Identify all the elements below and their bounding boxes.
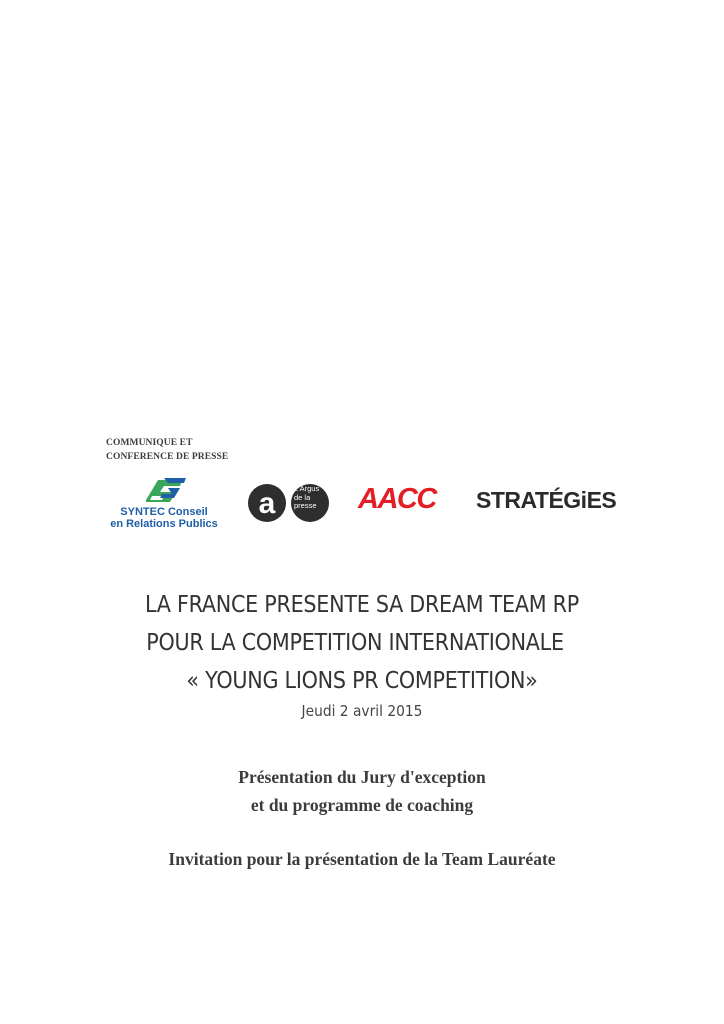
invitation-line: Invitation pour la présentation de la Team Lauréate [168,849,556,869]
headline-line: LA FRANCE PRESENTE SA DREAM TEAM RP [145,592,579,618]
argus-text: L'Argus [294,484,320,493]
aacc-logo: AACC [358,483,436,515]
partner-logos [0,472,724,532]
subtitle-line: Présentation du Jury d'exception [238,767,486,787]
syntec-logo [108,474,220,530]
kicker-line: COMMUNIQUE ET [106,438,193,448]
argus-text: presse [294,501,317,510]
kicker-line: CONFERENCE DE PRESSE [106,452,229,462]
subtitle-line: et du programme de coaching [250,795,474,815]
syntec-s-icon [108,474,220,506]
headline [0,586,724,700]
syntec-name: SYNTEC Conseil [120,506,208,518]
argus-text: de la [294,492,311,502]
svg-text:a: a [258,487,276,520]
headline-line: « YOUNG LIONS PR COMPETITION» [186,668,538,694]
strategies-logo: STRATÉGiES [476,487,617,513]
syntec-subtitle: en Relations Publics [110,518,218,530]
subtitle [0,763,724,819]
document-kicker [106,436,228,464]
event-date: Jeudi 2 avril 2015 [301,702,423,720]
argus-presse-logo [248,482,330,524]
headline-line: POUR LA COMPETITION INTERNATIONALE [146,630,564,656]
